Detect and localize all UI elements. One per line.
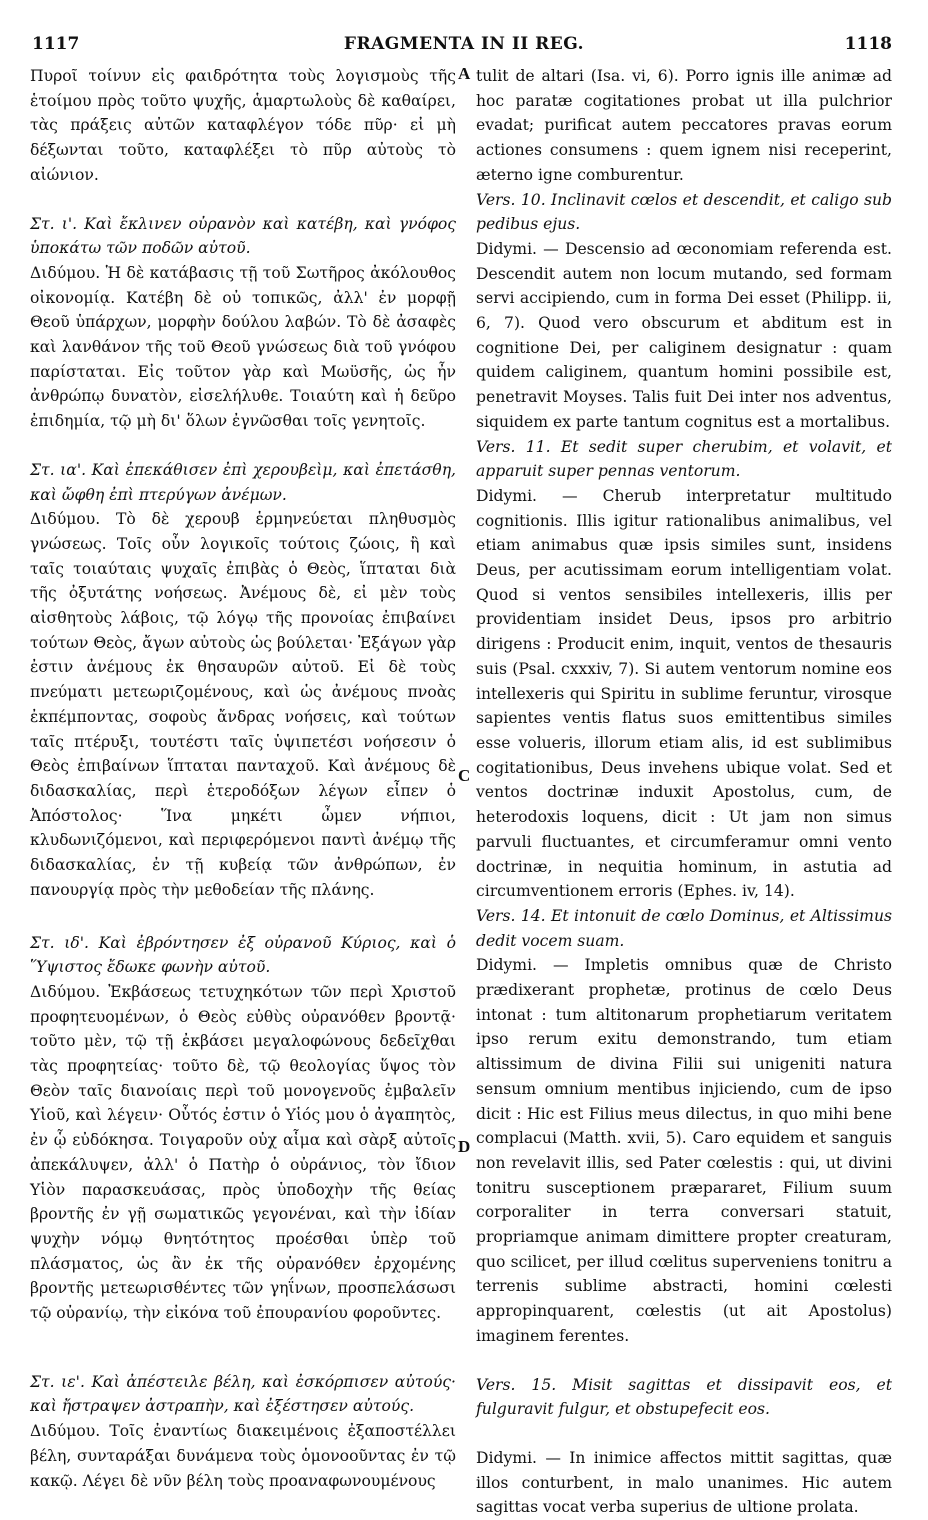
latin-paragraph: tulit de altari (Isa. vi, 6). Porro ignis ille animæ ad hoc paratæ cogitationes probat ut illa pulchrior evadat; purificat autem peccatores pravas eorum actiones consumens : quem ignem nisi receperint, æterno igne comburentur. (476, 67, 892, 184)
margin-marker-a: A (458, 64, 471, 83)
page-header (0, 0, 928, 60)
latin-verse-heading: Vers. 11. Et sedit super cherubim, et volavit, et apparuit super pennas ventorum. (476, 437, 892, 481)
greek-paragraph: Διδύμου. Ἐκβάσεως τετυχηκότων τῶν περὶ Χριστοῦ προφητευομένων, ὁ Θεὸς εὐθὺς οὐρανόθεν βροντᾷ· τοῦτο μὲν, τῷ τῇ ἐκβάσει μεγαλοφώνους δεδεῖχθαι τὰς προφητείας· τοῦτο δὲ, τῷ θεολογίας ὕψος τὸν Θεὸν ταῖς διανοίαις περὶ τοῦ μονογενοῦς ἐμβαλεῖν Υἱοῦ, καὶ λέγειν· Οὗτός ἐστιν ὁ Υἱός μου ὁ ἀγαπητὸς, ἐν ᾧ εὐδόκησα. Τοιγαροῦν οὐχ αἷμα καὶ σὰρξ αὐτοῖς ἀπεκάλυψεν, ἀλλ' ὁ Πατὴρ ὁ οὐράνιος, τὸν ἴδιον Υἱὸν παρασκευάσας, πρὸς ὑποδοχὴν τῆς θείας βροντῆς ἐν γῇ σωματικῶς γεγονέναι, καὶ τὴν ἰδίαν ψυχὴν νόμῳ θνητότητος προέσθαι ὑπὲρ τοῦ πλάσματος, ὡς ἂν ἐκ τῆς οὐρανόθεν ἐρχομένης βροντῆς μετεωρισθέντες τῶν γηΐνων, προσπελάσωσι τῷ οὐρανίῳ, τὴν εἰκόνα τοῦ ἐπουρανίου φοροῦντες. (30, 982, 456, 1323)
greek-column (30, 64, 456, 1493)
greek-paragraph: Διδύμου. Ἡ δὲ κατάβασις τῇ τοῦ Σωτῆρος ἀκόλουθος οἰκονομίᾳ. Κατέβη δὲ οὐ τοπικῶς, ἀλλ' ἐν μορφῇ Θεοῦ ὑπάρχων, μορφὴν δούλου λαβών. Τὸ δὲ ἀσαφὲς καὶ λανθάνον τῆς τοῦ Θεοῦ γνώσεως διὰ τοῦ γνόφου παρίσταται. Εἰς τοῦτον γὰρ καὶ Μωϋσῆς, ὡς ἦν ἀνθρώπῳ δυνατὸν, εἰσελήλυθε. Τοιαύτη καὶ ἡ δεῦρο ἐπιδημία, τῷ μὴ δι' ὅλων ἐγνῶσθαι τοῖς γενητοῖς. (30, 263, 456, 431)
greek-verse-heading: Στ. ιε'. Καὶ ἀπέστειλε βέλη, καὶ ἐσκόρπισεν αὐτούς· καὶ ἤστραψεν ἀστραπὴν, καὶ ἐξέστησεν αὐτούς. (30, 1372, 456, 1416)
page-number-left: 1117 (32, 34, 80, 54)
latin-paragraph: Didymi. — Cherub interpretatur multitudo cognitionis. Illis igitur rationalibus animalibus, vel etiam animabus quæ ipsis similes sunt, insidens Deus, per acutissimam eorum intelligentiam volat. Quod si ventos sensibiles intellexeris, illis per providentiam insidet Deus, ipsos pro arbitrio dirigens : Producit enim, inquit, ventos de thesauris suis (Psal. cxxxiv, 7). Si autem ventorum nomine eos intellexeris qui Spiritu in sublime feruntur, virosque sapientes ventis flatus suos emittentibus similes esse volueris, illorum etiam alis, id est sublimibus cogitationibus, Deus invehens ubique volat. Sed et ventos doctrinæ induxit Apostolus, cum, de heterodoxis loquens, dicit : Ut jam non simus parvuli fluctuantes, et circumferamur omni vento doctrinæ, in nequitia hominum, in astutia ad circumventionem erroris (Ephes. iv, 14). (476, 486, 892, 901)
latin-column (476, 64, 892, 1520)
latin-verse-heading: Vers. 15. Misit sagittas et dissipavit eos, et fulguravit fulgur, et obstupefecit eos. (476, 1375, 892, 1419)
page-number-right: 1118 (844, 34, 892, 54)
running-title: FRAGMENTA IN II REG. (343, 34, 585, 54)
latin-verse-heading: Vers. 14. Et intonuit de cœlo Dominus, et Altissimus dedit vocem suam. (476, 906, 892, 950)
latin-paragraph: Didymi. — Descensio ad œconomiam referenda est. Descendit autem non locum mutando, sed formam servi accipiendo, cum in forma Dei esset (Philipp. ii, 6, 7). Quod vero obscurum et abditum est in cognitione Dei, per caliginem designatur : quam quidem caliginem, quantum homini possibile est, penetravit Moyses. Talis fuit Dei inter nos adventus, siquidem ex parte tantum cognitus est a mortalibus. (476, 239, 892, 431)
latin-paragraph: Didymi. — Impletis omnibus quæ de Christo prædixerant prophetæ, protinus de cœlo Deus intonat : tum altitonarum prophetiarum veritatem ipso rerum exitu demonstrando, tum etiam altissimum de divina Filii sui unigeniti natura sensum omnium mentibus injiciendo, cum de ipso dicit : Hic est Filius meus dilectus, in quo mihi bene complacui (Matth. xvii, 5). Caro equidem et sanguis non revelavit illis, sed Pater cœlestis : qui, ut divini tonitru susceptionem præpararet, Filium suum corporaliter in terra conversari statuit, propriamque animam dimittere propter creaturam, quo scilicet, per illud cœlitus superveniens tonitru a terrenis sublime abstracti, homini cœlesti appropinquarent, cœlestis (ut ait Apostolus) imaginem ferentes. (476, 956, 892, 1345)
greek-verse-heading: Στ. ιδ'. Καὶ ἐβρόντησεν ἐξ οὐρανοῦ Κύριος, καὶ ὁ Ὕψιστος ἔδωκε φωνὴν αὐτοῦ. (30, 933, 456, 977)
greek-verse-heading: Στ. ι'. Καὶ ἔκλινεν οὐρανὸν καὶ κατέβη, καὶ γνόφος ὑποκάτω τῶν ποδῶν αὐτοῦ. (30, 214, 456, 258)
latin-verse-heading: Vers. 10. Inclinavit cœlos et descendit, et caligo sub pedibus ejus. (476, 190, 892, 234)
greek-paragraph: Διδύμου. Τοῖς ἐναντίως διακειμένοις ἐξαποστέλλει βέλη, συνταράξαι δυνάμενα τοὺς ὁμονοοῦντας ἐν τῷ κακῷ. Λέγει δὲ νῦν βέλη τοὺς προαναφωνουμένους (30, 1422, 456, 1490)
greek-paragraph: Διδύμου. Τὸ δὲ χερουβ ἑρμηνεύεται πληθυσμὸς γνώσεως. Τοῖς οὖν λογικοῖς τούτοις ζώοις, ἢ καὶ ταῖς τοιαύταις ψυχαῖς ἐπιβὰς ὁ Θεὸς, ἵπταται διὰ τῆς ὀξυτάτης νοήσεως. Ἀνέμους δὲ, εἰ μὲν τοὺς αἰσθητοὺς λάβοις, τῷ λόγῳ τῆς προνοίας ἐπιβαίνει τούτων Θεὸς, ἄγων αὐτοὺς ὡς βούλεται· Ἐξάγων γὰρ ἐστιν ἀνέμους ἐκ θησαυρῶν αὐτοῦ. Εἰ δὲ τοὺς πνεύματι μετεωριζομένους, καὶ ὡς ἀνέμους πνοὰς ἐκπέμποντας, σοφοὺς ἄνδρας νοήσεις, καὶ τούτων ταῖς πτέρυξι, τουτέστι ταῖς ὑψιπετέσι νοήσεσιν ὁ Θεὸς ἐπιβαίνων ἵπταται πανταχοῦ. Καὶ ἀνέμους δὲ διδασκαλίας, περὶ ἑτεροδόξων λέγων εἶπεν ὁ Ἀπόστολος· Ἵνα μηκέτι ὦμεν νήπιοι, κλυδωνιζόμενοι, καὶ περιφερόμενοι παντὶ ἀνέμῳ τῆς διδασκαλίας, ἐν τῇ κυβείᾳ τῶν ἀνθρώπων, ἐν πανουργίᾳ πρὸς τὴν μεθοδείαν τῆς πλάνης. (30, 510, 456, 899)
margin-marker-c: C (458, 766, 471, 785)
greek-paragraph: Πυροῖ τοίνυν εἰς φαιδρότητα τοὺς λογισμοὺς τῆς ἑτοίμου πρὸς τοῦτο ψυχῆς, ἁμαρτωλοὺς δὲ καθαίρει, τὰς πράξεις αὐτῶν καταφλέγον τόδε πῦρ· εἰ μὴ δέξωνται τοῦτο, καταφλέξει τὸ πῦρ αὐτοὺς τὸ αἰώνιον. (30, 67, 456, 184)
latin-paragraph: Didymi. — In inimice affectos mittit sagittas, quæ illos conturbent, in malo unanimes. Hic autem sagittas vocat verba superius de ultione prolata. (476, 1448, 892, 1517)
greek-verse-heading: Στ. ια'. Καὶ ἐπεκάθισεν ἐπὶ χερουβεὶμ, καὶ ἐπετάσθη, καὶ ὤφθη ἐπὶ πτερύγων ἀνέμων. (30, 460, 456, 504)
margin-marker-d: D (458, 1137, 471, 1156)
